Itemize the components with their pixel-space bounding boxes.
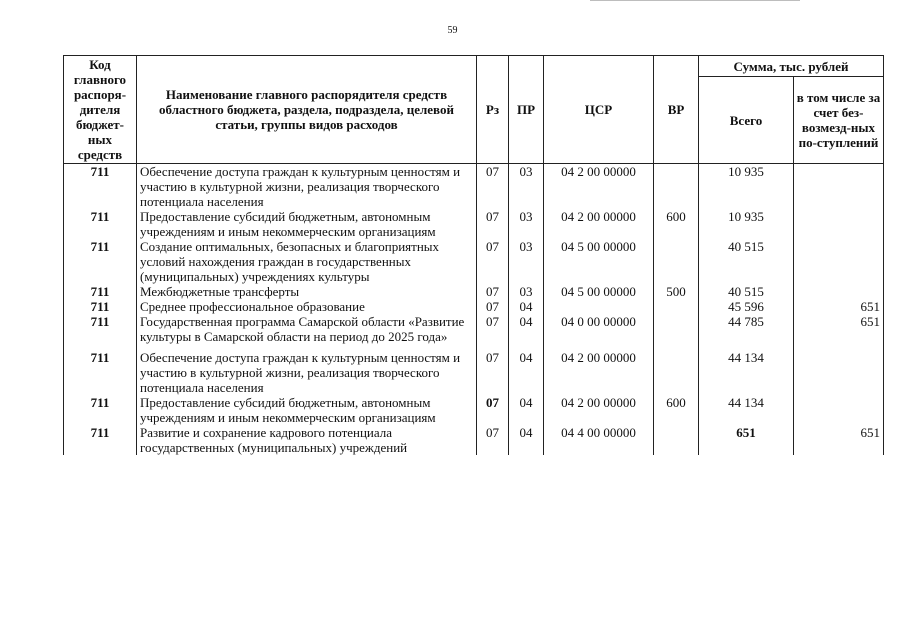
header-grant: в том числе за счет без-возмезд-ных по-ступлений <box>794 77 884 164</box>
row-code: 711 <box>64 209 137 239</box>
row-name: Предоставление субсидий бюджетным, автономным учреждениям и иным некоммерческим организациям <box>137 395 477 425</box>
table-row <box>64 209 884 239</box>
budget-table <box>63 55 884 455</box>
row-rz: 07 <box>477 239 509 284</box>
row-name: Среднее профессиональное образование <box>137 299 477 314</box>
row-grant <box>794 350 884 395</box>
row-grant <box>794 164 884 210</box>
row-csr: 04 5 00 00000 <box>544 239 654 284</box>
row-code: 711 <box>64 395 137 425</box>
row-rz: 07 <box>477 209 509 239</box>
row-vr <box>654 425 699 455</box>
row-name: Предоставление субсидий бюджетным, автономным учреждениям и иным некоммерческим организациям <box>137 209 477 239</box>
row-total: 40 515 <box>699 239 794 284</box>
row-csr <box>544 299 654 314</box>
row-code: 711 <box>64 350 137 395</box>
row-vr <box>654 299 699 314</box>
row-code: 711 <box>64 299 137 314</box>
row-csr: 04 4 00 00000 <box>544 425 654 455</box>
row-rz: 07 <box>477 350 509 395</box>
row-total: 45 596 <box>699 299 794 314</box>
header-csr: ЦСР <box>544 56 654 164</box>
row-total: 44 134 <box>699 350 794 395</box>
row-rz: 07 <box>477 299 509 314</box>
table-row <box>64 284 884 299</box>
row-total: 651 <box>699 425 794 455</box>
row-pr: 03 <box>509 284 544 299</box>
table-row <box>64 425 884 455</box>
row-csr: 04 2 00 00000 <box>544 350 654 395</box>
header-sum: Сумма, тыс. рублей <box>699 56 884 77</box>
row-grant: 651 <box>794 314 884 350</box>
row-grant <box>794 284 884 299</box>
table-row <box>64 299 884 314</box>
row-total: 10 935 <box>699 209 794 239</box>
row-pr: 03 <box>509 239 544 284</box>
row-vr <box>654 350 699 395</box>
row-code: 711 <box>64 239 137 284</box>
header-rz: Рз <box>477 56 509 164</box>
table-row <box>64 239 884 284</box>
row-rz: 07 <box>477 425 509 455</box>
row-pr: 04 <box>509 350 544 395</box>
row-total: 44 785 <box>699 314 794 350</box>
row-total: 40 515 <box>699 284 794 299</box>
header-total: Всего <box>699 77 794 164</box>
table-header <box>64 56 884 164</box>
row-vr: 500 <box>654 284 699 299</box>
row-csr: 04 5 00 00000 <box>544 284 654 299</box>
header-code: Код главного распоря-дителя бюджет-ных средств <box>64 56 137 164</box>
row-rz: 07 <box>477 314 509 350</box>
row-vr: 600 <box>654 395 699 425</box>
table-body <box>64 164 884 456</box>
row-code: 711 <box>64 314 137 350</box>
table-row <box>64 314 884 350</box>
row-pr: 04 <box>509 395 544 425</box>
row-name: Государственная программа Самарской области «Развитие культуры в Самарской области на период до 2025 года» <box>137 314 477 350</box>
row-code: 711 <box>64 425 137 455</box>
table-row <box>64 164 884 210</box>
row-pr: 04 <box>509 314 544 350</box>
scan-edge-line <box>590 0 800 1</box>
row-csr: 04 2 00 00000 <box>544 164 654 210</box>
row-rz: 07 <box>477 284 509 299</box>
row-csr: 04 0 00 00000 <box>544 314 654 350</box>
row-grant: 651 <box>794 425 884 455</box>
row-vr: 600 <box>654 209 699 239</box>
table-row <box>64 350 884 395</box>
header-name: Наименование главного распорядителя средств областного бюджета, раздела, подраздела, целевой статьи, группы видов расходов <box>137 56 477 164</box>
row-vr <box>654 164 699 210</box>
row-name: Создание оптимальных, безопасных и благоприятных условий нахождения граждан в государственных (муниципальных) учреждениях культуры <box>137 239 477 284</box>
row-vr <box>654 314 699 350</box>
header-pr: ПР <box>509 56 544 164</box>
row-name: Обеспечение доступа граждан к культурным ценностям и участию в культурной жизни, реализация творческого потенциала населения <box>137 350 477 395</box>
row-code: 711 <box>64 284 137 299</box>
row-grant <box>794 395 884 425</box>
row-rz: 07 <box>477 164 509 210</box>
row-csr: 04 2 00 00000 <box>544 209 654 239</box>
row-code: 711 <box>64 164 137 210</box>
row-total: 44 134 <box>699 395 794 425</box>
row-name: Развитие и сохранение кадрового потенциала государственных (муниципальных) учреждений <box>137 425 477 455</box>
row-vr <box>654 239 699 284</box>
row-pr: 03 <box>509 209 544 239</box>
row-grant <box>794 209 884 239</box>
row-pr: 04 <box>509 299 544 314</box>
row-grant: 651 <box>794 299 884 314</box>
row-name: Межбюджетные трансферты <box>137 284 477 299</box>
table-row <box>64 395 884 425</box>
header-vr: ВР <box>654 56 699 164</box>
row-csr: 04 2 00 00000 <box>544 395 654 425</box>
row-name: Обеспечение доступа граждан к культурным ценностям и участию в культурной жизни, реализация творческого потенциала населения <box>137 164 477 210</box>
row-pr: 04 <box>509 425 544 455</box>
row-grant <box>794 239 884 284</box>
page-number: 59 <box>447 25 458 36</box>
row-total: 10 935 <box>699 164 794 210</box>
row-pr: 03 <box>509 164 544 210</box>
row-rz: 07 <box>477 395 509 425</box>
